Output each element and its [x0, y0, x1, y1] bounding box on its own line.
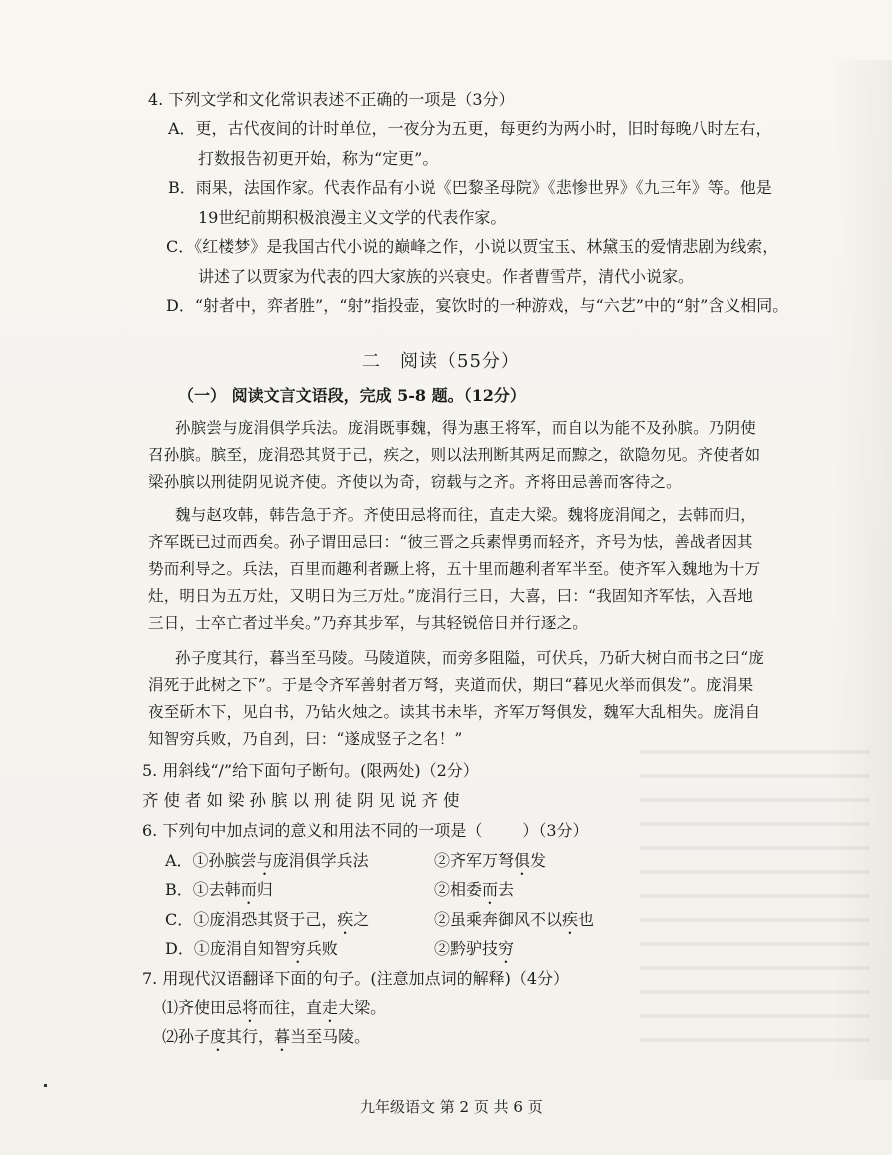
- question-4-stem: 4. 下列文学和文化常识表述不正确的一项是（3分）: [148, 90, 515, 109]
- q6-option-a-1: [165, 851, 369, 879]
- scan-speck: [44, 1084, 47, 1087]
- q6-a2-tail: 发: [530, 851, 547, 870]
- q6-stem-text: 6. 下列句中加点词的意义和用法不同的一项是（: [142, 821, 483, 840]
- q6-d2-text: ②黔驴技: [434, 939, 499, 958]
- q6-option-b-1: [165, 880, 273, 908]
- question-5-stem: 5. 用斜线“/”给下面句子断句。(限两处)（2分）: [142, 761, 479, 780]
- q7-s1-text: ⑴齐使田忌: [162, 998, 243, 1017]
- q7-s2-dotted-word: 度: [210, 1027, 227, 1046]
- q7-s2-dotted-word-2: 暮: [274, 1027, 291, 1046]
- q7-s2-text: ⑵孙子: [162, 1027, 211, 1046]
- q4-option-c-line1: C．《红楼梦》是我国古代小说的巅峰之作，小说以贾宝玉、林黛玉的爱情悲剧为线索，: [166, 237, 779, 256]
- question-5-sentence: 齐使者如梁孙膑以刑徒阴见说齐使: [142, 791, 465, 810]
- q6-a1-dotted-word: 与: [256, 851, 273, 870]
- q6-a1-text: A．①孙膑尝: [165, 851, 257, 870]
- q6-option-c-2: [434, 910, 594, 938]
- q6-d2-dotted-word: 穷: [498, 939, 515, 958]
- passage-line: 势而利导之。兵法，百里而趣利者蹶上将，五十里而趣利者军半至。使齐军入魏地为十万: [148, 560, 761, 578]
- q7-s2-tail: 当至马陵。: [290, 1027, 371, 1046]
- q6-a2-dotted-word: 俱: [514, 851, 531, 870]
- q4-option-a-line2: 打数报告初更开始，称为“定更”。: [198, 149, 439, 168]
- q6-option-d-2: [434, 939, 514, 967]
- q7-s2-mid: 其行，: [226, 1027, 275, 1046]
- q6-b2-tail: 去: [498, 880, 515, 899]
- passage-line: 夜至斫木下，见白书，乃钻火烛之。读其书未毕，齐军万弩俱发，魏军大乱相失。庞涓自: [148, 703, 761, 721]
- q7-sentence-2: [162, 1027, 370, 1055]
- q4-option-d-line1: D．“射者中，弈者胜”，“射”指投壶，宴饮时的一种游戏，与“六艺”中的“射”含义相同。: [166, 296, 789, 315]
- question-7-stem: 7. 用现代汉语翻译下面的句子。(注意加点词的解释)（4分）: [142, 969, 570, 988]
- section-2-part1-instruction: （一） 阅读文言文语段，完成 5-8 题。（12分）: [178, 386, 526, 405]
- passage-line: 涓死于此树之下”。于是令齐军善射者万弩，夹道而伏，期曰“暮见火举而俱发”。庞涓果: [148, 676, 754, 694]
- q4-option-b-line2: 19世纪前期积极浪漫主义文学的代表作家。: [198, 208, 507, 227]
- passage-line: 齐军既已过而西矣。孙子谓田忌曰：“彼三晋之兵素悍勇而轻齐，齐号为怯，善战者因其: [148, 533, 753, 551]
- passage-line: 梁孙膑以刑徒阴见说齐使。齐使以为奇，窃载与之齐。齐将田忌善而客待之。: [148, 473, 682, 491]
- q6-c2-tail: 也: [578, 910, 595, 929]
- q6-c1-dotted-word: 疾: [337, 910, 354, 929]
- q4-option-a-line1: A．更，古代夜间的计时单位，一夜分为五更，每更约为两小时，旧时每晚八时左右，: [168, 119, 772, 138]
- q6-c2-dotted-word: 疾: [562, 910, 579, 929]
- q6-b1-text: B．①去韩: [165, 880, 241, 899]
- q7-s1-tail: 大梁。: [338, 998, 387, 1017]
- q6-b1-tail: 归: [256, 880, 273, 899]
- passage-line: 召孙膑。膑至，庞涓恐其贤于己，疾之，则以法刑断其两足而黥之，欲隐勿见。齐使者如: [148, 446, 761, 464]
- q6-option-c-1: [165, 910, 369, 938]
- page-footer: 九年级语文 第 2 页 共 6 页: [360, 1098, 543, 1116]
- q6-c2-text: ②虽乘奔御风不以: [434, 910, 563, 929]
- q6-option-d-1: [165, 939, 338, 967]
- q7-s1-mid: 而往，直: [258, 998, 323, 1017]
- q6-d1-text: D．①庞涓自知智: [165, 939, 290, 958]
- q7-s1-dotted-word-2: 走: [322, 998, 339, 1017]
- q7-s1-dotted-word: 将: [242, 998, 259, 1017]
- q6-b2-text: ②相委: [434, 880, 483, 899]
- section-2-title: 二 阅读（55分）: [362, 351, 520, 372]
- bleed-through-text: [640, 730, 870, 1060]
- q4-option-b-line1: B．雨果，法国作家。代表作品有小说《巴黎圣母院》《悲惨世界》《九三年》等。他是: [168, 178, 772, 197]
- q7-sentence-1: [162, 998, 386, 1026]
- q4-option-c-line2: 讲述了以贾家为代表的四大家族的兴衰史。作者曹雪芹，清代小说家。: [198, 267, 695, 286]
- question-6-stem: [142, 821, 589, 841]
- q6-b2-dotted-word: 而: [482, 880, 499, 899]
- passage-line: 孙膑尝与庞涓俱学兵法。庞涓既事魏，得为惠王将军，而自以为能不及孙膑。乃阴使: [175, 419, 756, 437]
- passage-line: 知智穷兵败，乃自刭，曰：“遂成竖子之名！”: [148, 730, 463, 748]
- q6-a1-tail: 庞涓俱学兵法: [272, 851, 369, 870]
- q6-c1-tail: 之: [353, 910, 370, 929]
- passage-line: 孙子度其行，暮当至马陵。马陵道陕，而旁多阻隘，可伏兵，乃斫大树白而书之曰“庞: [175, 649, 765, 667]
- q6-stem-score: ）（3分）: [522, 821, 589, 840]
- q6-option-a-2: [434, 851, 546, 879]
- passage-line: 三日，士卒亡者过半矣。”乃弃其步军，与其轻锐倍日并行逐之。: [148, 614, 588, 632]
- q6-a2-text: ②齐军万弩: [434, 851, 515, 870]
- passage-line: 魏与赵攻韩，韩告急于齐。齐使田忌将而往，直走大梁。魏将庞涓闻之，去韩而归，: [175, 506, 756, 524]
- q6-d1-dotted-word: 穷: [289, 939, 306, 958]
- q6-c1-text: C．①庞涓恐其贤于己，: [165, 910, 338, 929]
- q6-b1-dotted-word: 而: [240, 880, 257, 899]
- q6-option-b-2: [434, 880, 514, 908]
- q6-d1-tail: 兵败: [305, 939, 338, 958]
- passage-line: 灶，明日为五万灶，又明日为三万灶。”庞涓行三日，大喜，曰：“我固知齐军怯，入吾地: [148, 587, 754, 605]
